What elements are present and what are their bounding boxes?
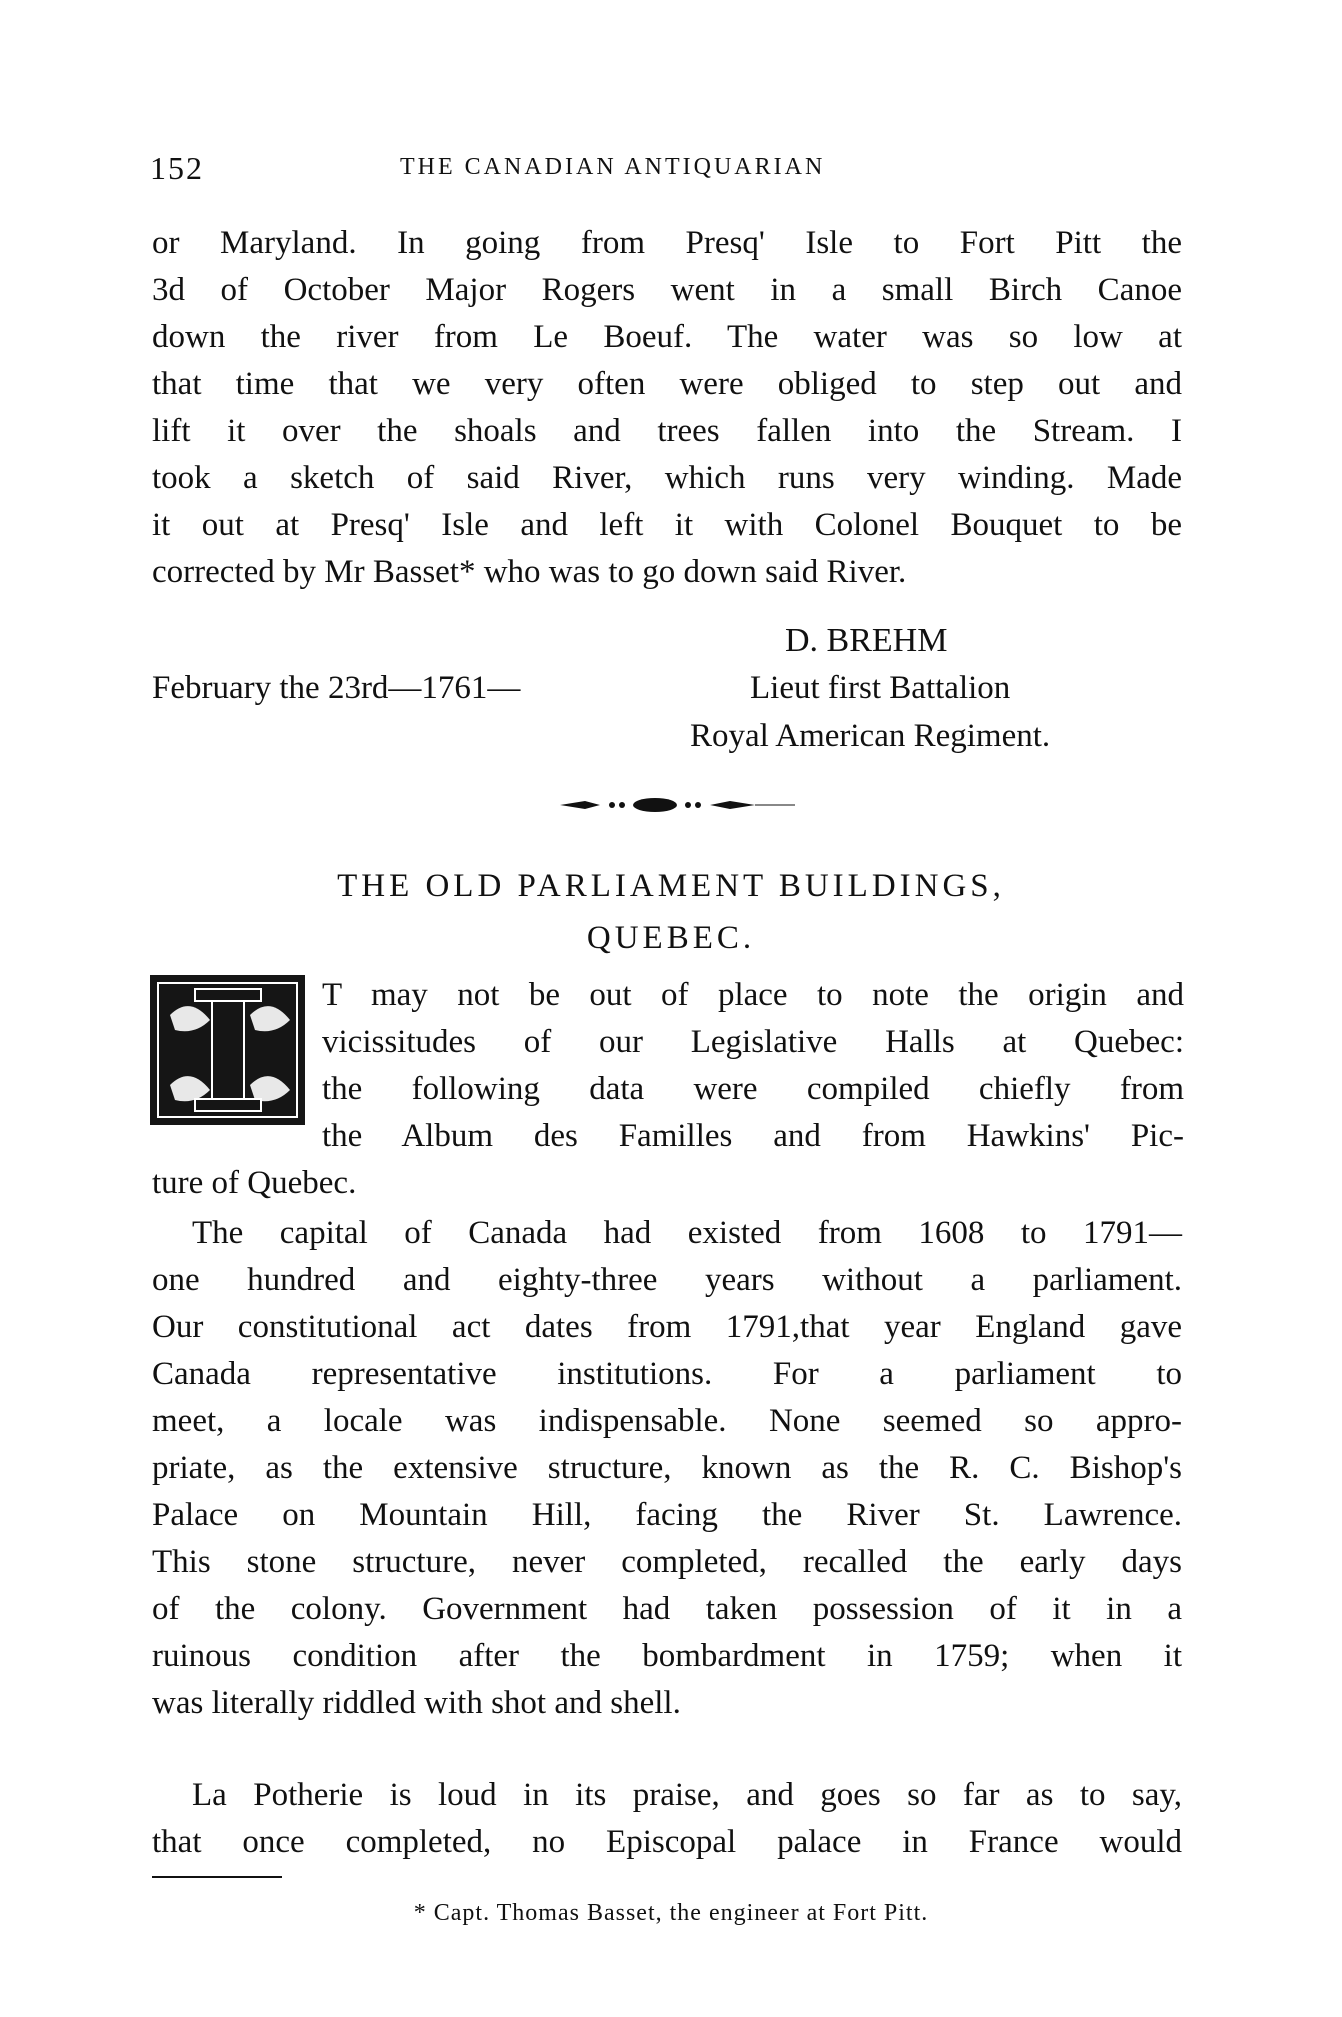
text-line: meet, a locale was indispensable. None seemed so appro-	[152, 1403, 1182, 1439]
page-number: 152	[150, 150, 204, 186]
text-line: took a sketch of said River, which runs very winding. Made	[152, 460, 1182, 496]
text-line: priate, as the extensive structure, known as the R. C. Bishop's	[152, 1450, 1182, 1486]
ornament-divider	[560, 795, 800, 815]
text-line: vicissitudes of our Legislative Halls at Quebec:	[322, 1024, 1184, 1060]
body-paragraph	[152, 1210, 1182, 1727]
dropcap-letter	[155, 975, 305, 1125]
text-line: T may not be out of place to note the origin and	[322, 977, 1184, 1013]
footnote: * Capt. Thomas Basset, the engineer at Fort Pitt.	[413, 1900, 929, 1926]
text-line: 3d of October Major Rogers went in a small Birch Canoe	[152, 272, 1182, 308]
signature-name: D. BREHM	[785, 622, 948, 659]
text-line: ruinous condition after the bombardment in 1759; when it	[152, 1638, 1182, 1674]
text-line: Canada representative institutions. For a parliament to	[152, 1356, 1182, 1392]
text-line: of the colony. Government had taken possession of it in a	[152, 1591, 1182, 1627]
text-line: Our constitutional act dates from 1791,that year England gave	[152, 1309, 1182, 1345]
text-line: ture of Quebec.	[152, 1165, 357, 1201]
opening-paragraph	[322, 972, 1184, 1160]
body-paragraph	[152, 1772, 1182, 1866]
letter-paragraph	[152, 220, 1182, 596]
text-line: that time that we very often were obliged to step out and	[152, 366, 1182, 402]
page-header	[150, 150, 1200, 200]
text-line: one hundred and eighty-three years without a parliament.	[152, 1262, 1182, 1298]
text-line: This stone structure, never completed, recalled the early days	[152, 1544, 1182, 1580]
text-line: Palace on Mountain Hill, facing the River St. Lawrence.	[152, 1497, 1182, 1533]
text-line: lift it over the shoals and trees fallen into the Stream. I	[152, 413, 1182, 449]
running-title: THE CANADIAN ANTIQUARIAN	[400, 154, 826, 180]
footnote-divider	[152, 1876, 282, 1878]
text-line: it out at Presq' Isle and left it with Colonel Bouquet to be	[152, 507, 1182, 543]
text-line: that once completed, no Episcopal palace in France would	[152, 1824, 1182, 1860]
signature-rank: Lieut first Battalion	[750, 670, 1011, 706]
text-line: The capital of Canada had existed from 1608 to 1791—	[192, 1215, 1182, 1251]
text-line: corrected by Mr Basset* who was to go down said River.	[152, 554, 907, 590]
section-title: THE OLD PARLIAMENT BUILDINGS,	[337, 868, 1005, 904]
text-line: was literally riddled with shot and shell.	[152, 1685, 681, 1721]
signature-regiment: Royal American Regiment.	[690, 718, 1051, 754]
signature-date: February the 23rd—1761—	[152, 670, 521, 706]
text-line: La Potherie is loud in its praise, and goes so far as to say,	[192, 1777, 1182, 1813]
text-line: the following data were compiled chiefly from	[322, 1071, 1184, 1107]
text-line: the Album des Familles and from Hawkins' Pic-	[322, 1118, 1184, 1154]
text-line: down the river from Le Boeuf. The water was so low at	[152, 319, 1182, 355]
section-subtitle: QUEBEC.	[586, 920, 756, 956]
text-line: or Maryland. In going from Presq' Isle to Fort Pitt the	[152, 225, 1182, 261]
